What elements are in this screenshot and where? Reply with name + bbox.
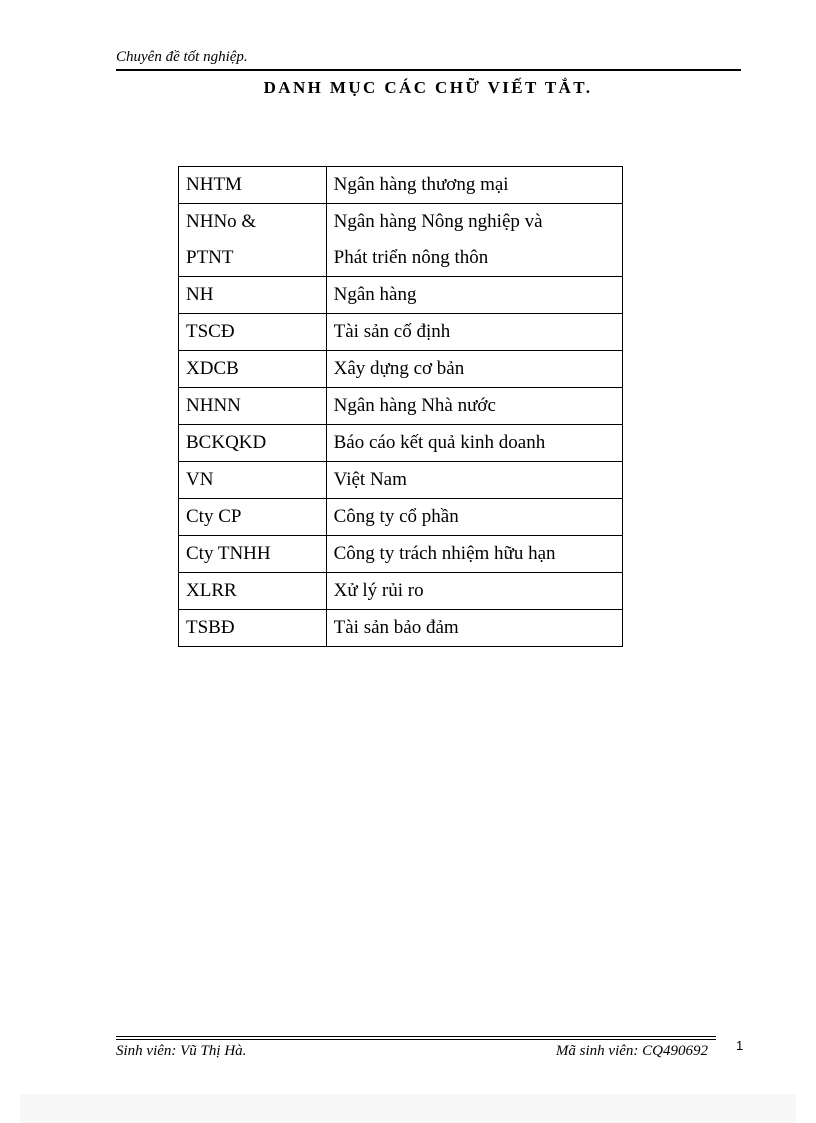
page-title: DANH MỤC CÁC CHỮ VIẾT TẮT. [263, 78, 593, 97]
abbreviation-cell: TSBĐ [179, 610, 327, 647]
running-header: Chuyên đề tốt nghiệp. [116, 49, 248, 65]
table-row [179, 204, 623, 277]
table-row [179, 277, 623, 314]
table-row [179, 425, 623, 462]
table-row [179, 388, 623, 425]
footer-rule-bottom [116, 1039, 716, 1040]
footer-student-id: Mã sinh viên: CQ490692 [555, 1043, 708, 1059]
abbreviation-cell: XLRR [179, 573, 327, 610]
page-bottom-margin [20, 1094, 796, 1123]
meaning-cell: Xây dựng cơ bản [326, 351, 622, 388]
table-row [179, 499, 623, 536]
meaning-cell: Ngân hàng Nhà nước [326, 388, 622, 425]
table-row [179, 167, 623, 204]
abbreviation-cell: Cty CP [179, 499, 327, 536]
abbreviation-cell: XDCB [179, 351, 327, 388]
abbreviation-cell: NH [179, 277, 327, 314]
abbreviation-cell: Cty TNHH [179, 536, 327, 573]
meaning-cell: Ngân hàng Nông nghiệp và Phát triển nông thôn [326, 204, 622, 277]
meaning-cell: Xử lý rủi ro [326, 573, 622, 610]
abbreviation-cell: NHNo & PTNT [179, 204, 327, 277]
page-number: 1 [736, 1038, 744, 1053]
table-row [179, 610, 623, 647]
meaning-cell: Ngân hàng thương mại [326, 167, 622, 204]
abbreviation-table-body [179, 167, 623, 647]
abbreviation-cell: VN [179, 462, 327, 499]
table-row [179, 351, 623, 388]
meaning-cell: Công ty cổ phần [326, 499, 622, 536]
abbreviation-cell: TSCĐ [179, 314, 327, 351]
meaning-cell: Tài sản cố định [326, 314, 622, 351]
meaning-cell: Tài sản bảo đảm [326, 610, 622, 647]
meaning-cell: Ngân hàng [326, 277, 622, 314]
meaning-cell: Việt Nam [326, 462, 622, 499]
abbreviation-cell: BCKQKD [179, 425, 327, 462]
table-row [179, 536, 623, 573]
abbreviation-cell: NHNN [179, 388, 327, 425]
header-rule [116, 69, 741, 71]
table-row [179, 462, 623, 499]
meaning-cell: Báo cáo kết quả kinh doanh [326, 425, 622, 462]
footer-rule-top [116, 1036, 716, 1037]
meaning-cell: Công ty trách nhiệm hữu hạn [326, 536, 622, 573]
table-row [179, 573, 623, 610]
table-row [179, 314, 623, 351]
footer-student-name: Sinh viên: Vũ Thị Hà. [116, 1043, 247, 1059]
abbreviation-cell: NHTM [179, 167, 327, 204]
abbreviation-table [178, 166, 623, 647]
